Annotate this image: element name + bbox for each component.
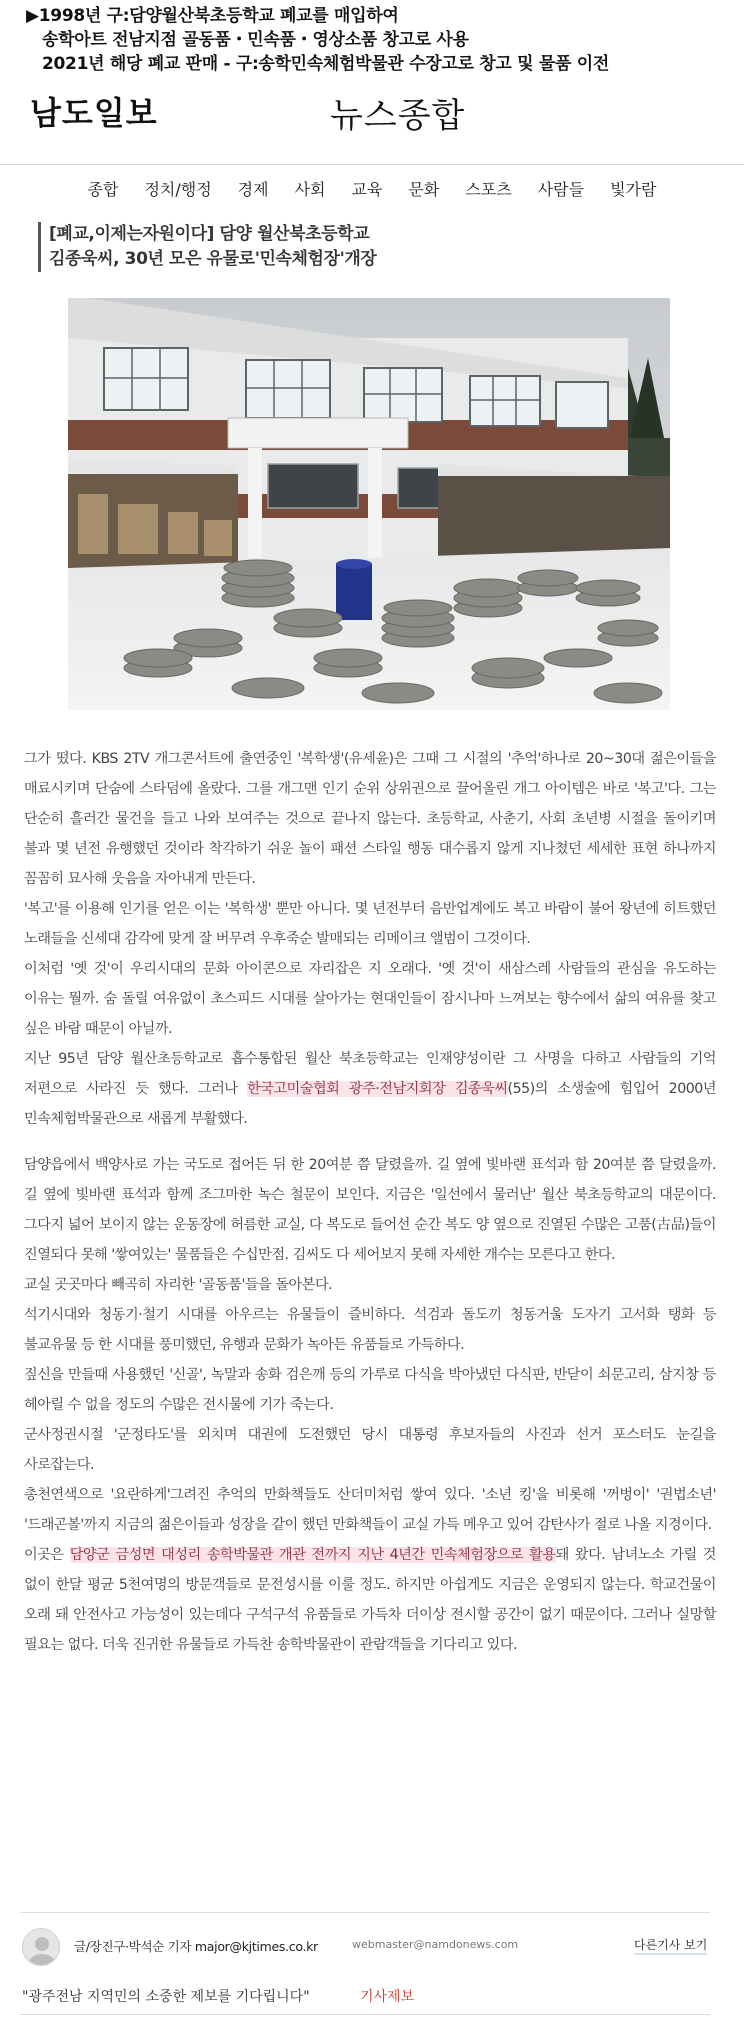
paragraph-4 [24,1044,716,1134]
footer-divider-bottom [20,2014,710,2015]
main-nav [0,172,744,208]
tip-invitation: "광주전남 지역민의 소중한 제보를 기다립니다" [22,1989,310,2005]
site-logo[interactable]: 남도일보 [30,94,158,132]
paragraph-7: 석기시대와 청동기·철기 시대를 아우르는 유물들이 즐비하다. 석검과 돌도끼 청동거울 도자기 고서화 탱화 등 불교유물 등 한 시대를 풍미했던, 유행과 문화가 녹아든 유품들로 가득하다. [24,1307,716,1353]
footer-divider-top [20,1912,710,1913]
news-tip-link[interactable]: 기사제보 [360,1989,415,2005]
banner-line-2: 송학아트 전남지점 골동품・민속품・영상소품 창고로 사용 [42,30,469,50]
nav-item-culture[interactable]: 문화 [408,180,440,199]
paragraph-8: 짚신을 만들때 사용했던 '신골', 녹말과 송화 검은깨 등의 가루로 다식을 박아냈던 다식판, 반닫이 쇠문고리, 삼지창 등 헤아릴 수 없을 정도의 수많은 전시물에 기가 죽는다. [24,1367,716,1413]
article-headline [38,222,376,272]
nav-item-education[interactable]: 교육 [351,180,383,199]
nav-item-economy[interactable]: 경제 [237,180,269,199]
reporter-avatar [22,1928,60,1966]
paragraph-11-part-1: 이곳은 [24,1547,70,1563]
paragraph-9: 군사정권시절 '군정타도'를 외치며 대권에 도전했던 당시 대통령 후보자들의 사진과 선거 포스터도 눈길을 사로잡는다. [24,1427,716,1473]
paragraph-1: 그가 떴다. KBS 2TV 개그콘서트에 출연중인 '복학생'(유세윤)은 그때 그 시절의 '추억'하나로 20~30대 젊은이들을 매료시키며 단숨에 스타덤에 올랐다. 그를 개그맨 인기 순위 상위권으로 끌어올린 개그 아이템은 바로 '복고'다. 그는 단순히 흘러간 물건을 들고 나와 보여주는 것으로 끝나지 않는다. 초등학교, 사춘기, 사회 초년병 시절을 돌이키며 불과 몇 년전 유행했던 것이라 착각하기 쉬운 놀이 패션 스타일 행동 대수롭지 않게 지나쳤던 세세한 표현 하나까지 꼼꼼히 묘사해 웃음을 자아내게 만든다. [24,751,716,887]
reporter-byline: 글/장진구·박석순 기자 major@kjtimes.co.kr [74,1939,318,1954]
webmaster-email[interactable]: webmaster@namdonews.com [352,1938,519,1951]
paragraph-6: 교실 곳곳마다 빼곡히 자리한 '골동품'들을 돌아본다. [24,1277,333,1293]
nav-item-politics[interactable]: 정치/행정 [144,180,212,199]
paragraph-4-part-2: (55)의 소생술에 힘입어 2000년 민속체험박물관으로 새롭게 부활했다. [24,1081,716,1127]
banner-line-1: ▶1998년 구:담양월산북초등학교 폐교를 매입하여 [26,6,399,26]
article-photo [68,298,670,710]
masthead [0,80,744,162]
paragraph-11-part-2: 돼 왔다. 남녀노소 가릴 것 없이 한달 평균 5천여명의 방문객들로 문전성시를 이룰 정도. 하지만 아쉽게도 지금은 운영되지 않는다. 학교건물이 오래 돼 안전사고 가능성이 있는데다 구석구석 유품들로 가득차 더이상 전시할 공간이 없기 때문이다. 그러나 실망할 필요는 없다. 더욱 진귀한 유물들로 가득찬 송학박물관이 관람객들을 기다리고 있다. [24,1547,716,1653]
user-icon [23,1929,60,1966]
paragraph-11 [24,1540,716,1660]
masthead-divider [0,164,744,165]
article-body [24,744,716,1660]
nav-item-bitgaram[interactable]: 빛가람 [610,180,657,199]
paragraph-4-part-1: 지난 95년 담양 월산초등학교로 흡수통합된 월산 북초등학교는 인재양성이란 그 사명을 다하고 사람들의 기억 저편으로 사라진 듯 했다. 그러나 [24,1051,716,1097]
nav-item-general[interactable]: 종합 [87,180,119,199]
paragraph-5: 담양읍에서 백양사로 가는 국도로 접어든 뒤 한 20여분 쯤 달렸을까. 길 옆에 빛바랜 표석과 함 20여분 쯤 달렸을까. 길 옆에 빛바랜 표석과 함께 조그마한 녹슨 철문이 보인다. 지금은 '일선에서 물러난' 월산 북초등학교의 대문이다. 그다지 넓어 보이지 않는 운동장에 허름한 교실, 다 복도로 들어선 순간 복도 양 옆으로 진열된 수많은 고품(古品)들이 진열되다 못해 '쌓여있는' 물품들은 수십만점. 김씨도 다 세어보지 못해 자세한 개수는 모른다고 한다. [24,1157,717,1263]
paragraph-10: 총천연색으로 '요란하게'그려진 추억의 만화책들도 산더미처럼 쌓여 있다. '소년 킹'을 비롯해 '꺼벙이' '권법소년' '드래곤볼'까지 지금의 젊은이들과 성장을 같이 했던 만화책들이 교실 가득 메우고 있어 감탄사가 절로 나올 지경이다. [24,1487,716,1533]
nav-item-society[interactable]: 사회 [294,180,326,199]
paragraph-2: '복고'를 이용해 인기를 얻은 이는 '복학생' 뿐만 아니다. 몇 년전부터 음반업계에도 복고 바람이 불어 왕년에 히트했던 노래들을 신세대 감각에 맞게 잘 버무려 우후죽순 발매되는 리메이크 앨범이 그것이다. [24,901,716,947]
section-title: 뉴스종합 [330,96,466,136]
more-articles-link[interactable]: 다른기사 보기 [634,1936,707,1955]
highlight-kim-jongwook: 한국고미술협회 광주·전남지회장 김종욱씨 [246,1081,508,1097]
banner-line-3: 2021년 해당 폐교 판매 - 구:송학민속체험박물관 수장고로 창고 및 물품 이전 [42,54,609,74]
nav-item-sports[interactable]: 스포츠 [465,180,512,199]
highlight-songhak-museum: 담양군 금성면 대성리 송학박물관 개관 전까지 지난 4년간 민속체험장으로 활용 [69,1547,556,1563]
school-building-photo [68,298,670,710]
headline-line-1: [폐교,이제는자원이다] 담양 월산북초등학교 [49,224,370,244]
headline-line-2: 김종욱씨, 30년 모은 유물로'민속체험장'개장 [49,249,377,269]
paragraph-3: 이처럼 '옛 것'이 우리시대의 문화 아이콘으로 자리잡은 지 오래다. '옛 것'이 새삼스레 사람들의 관심을 유도하는 이유는 뭘까. 숨 돌릴 여유없이 초스피드 시대를 살아가는 현대인들이 잠시나마 느껴보는 향수에서 삶의 여유를 찾고 싶은 바람 때문이 아닐까. [24,961,716,1037]
notice-banner [26,4,726,76]
nav-item-people[interactable]: 사람들 [537,180,585,199]
